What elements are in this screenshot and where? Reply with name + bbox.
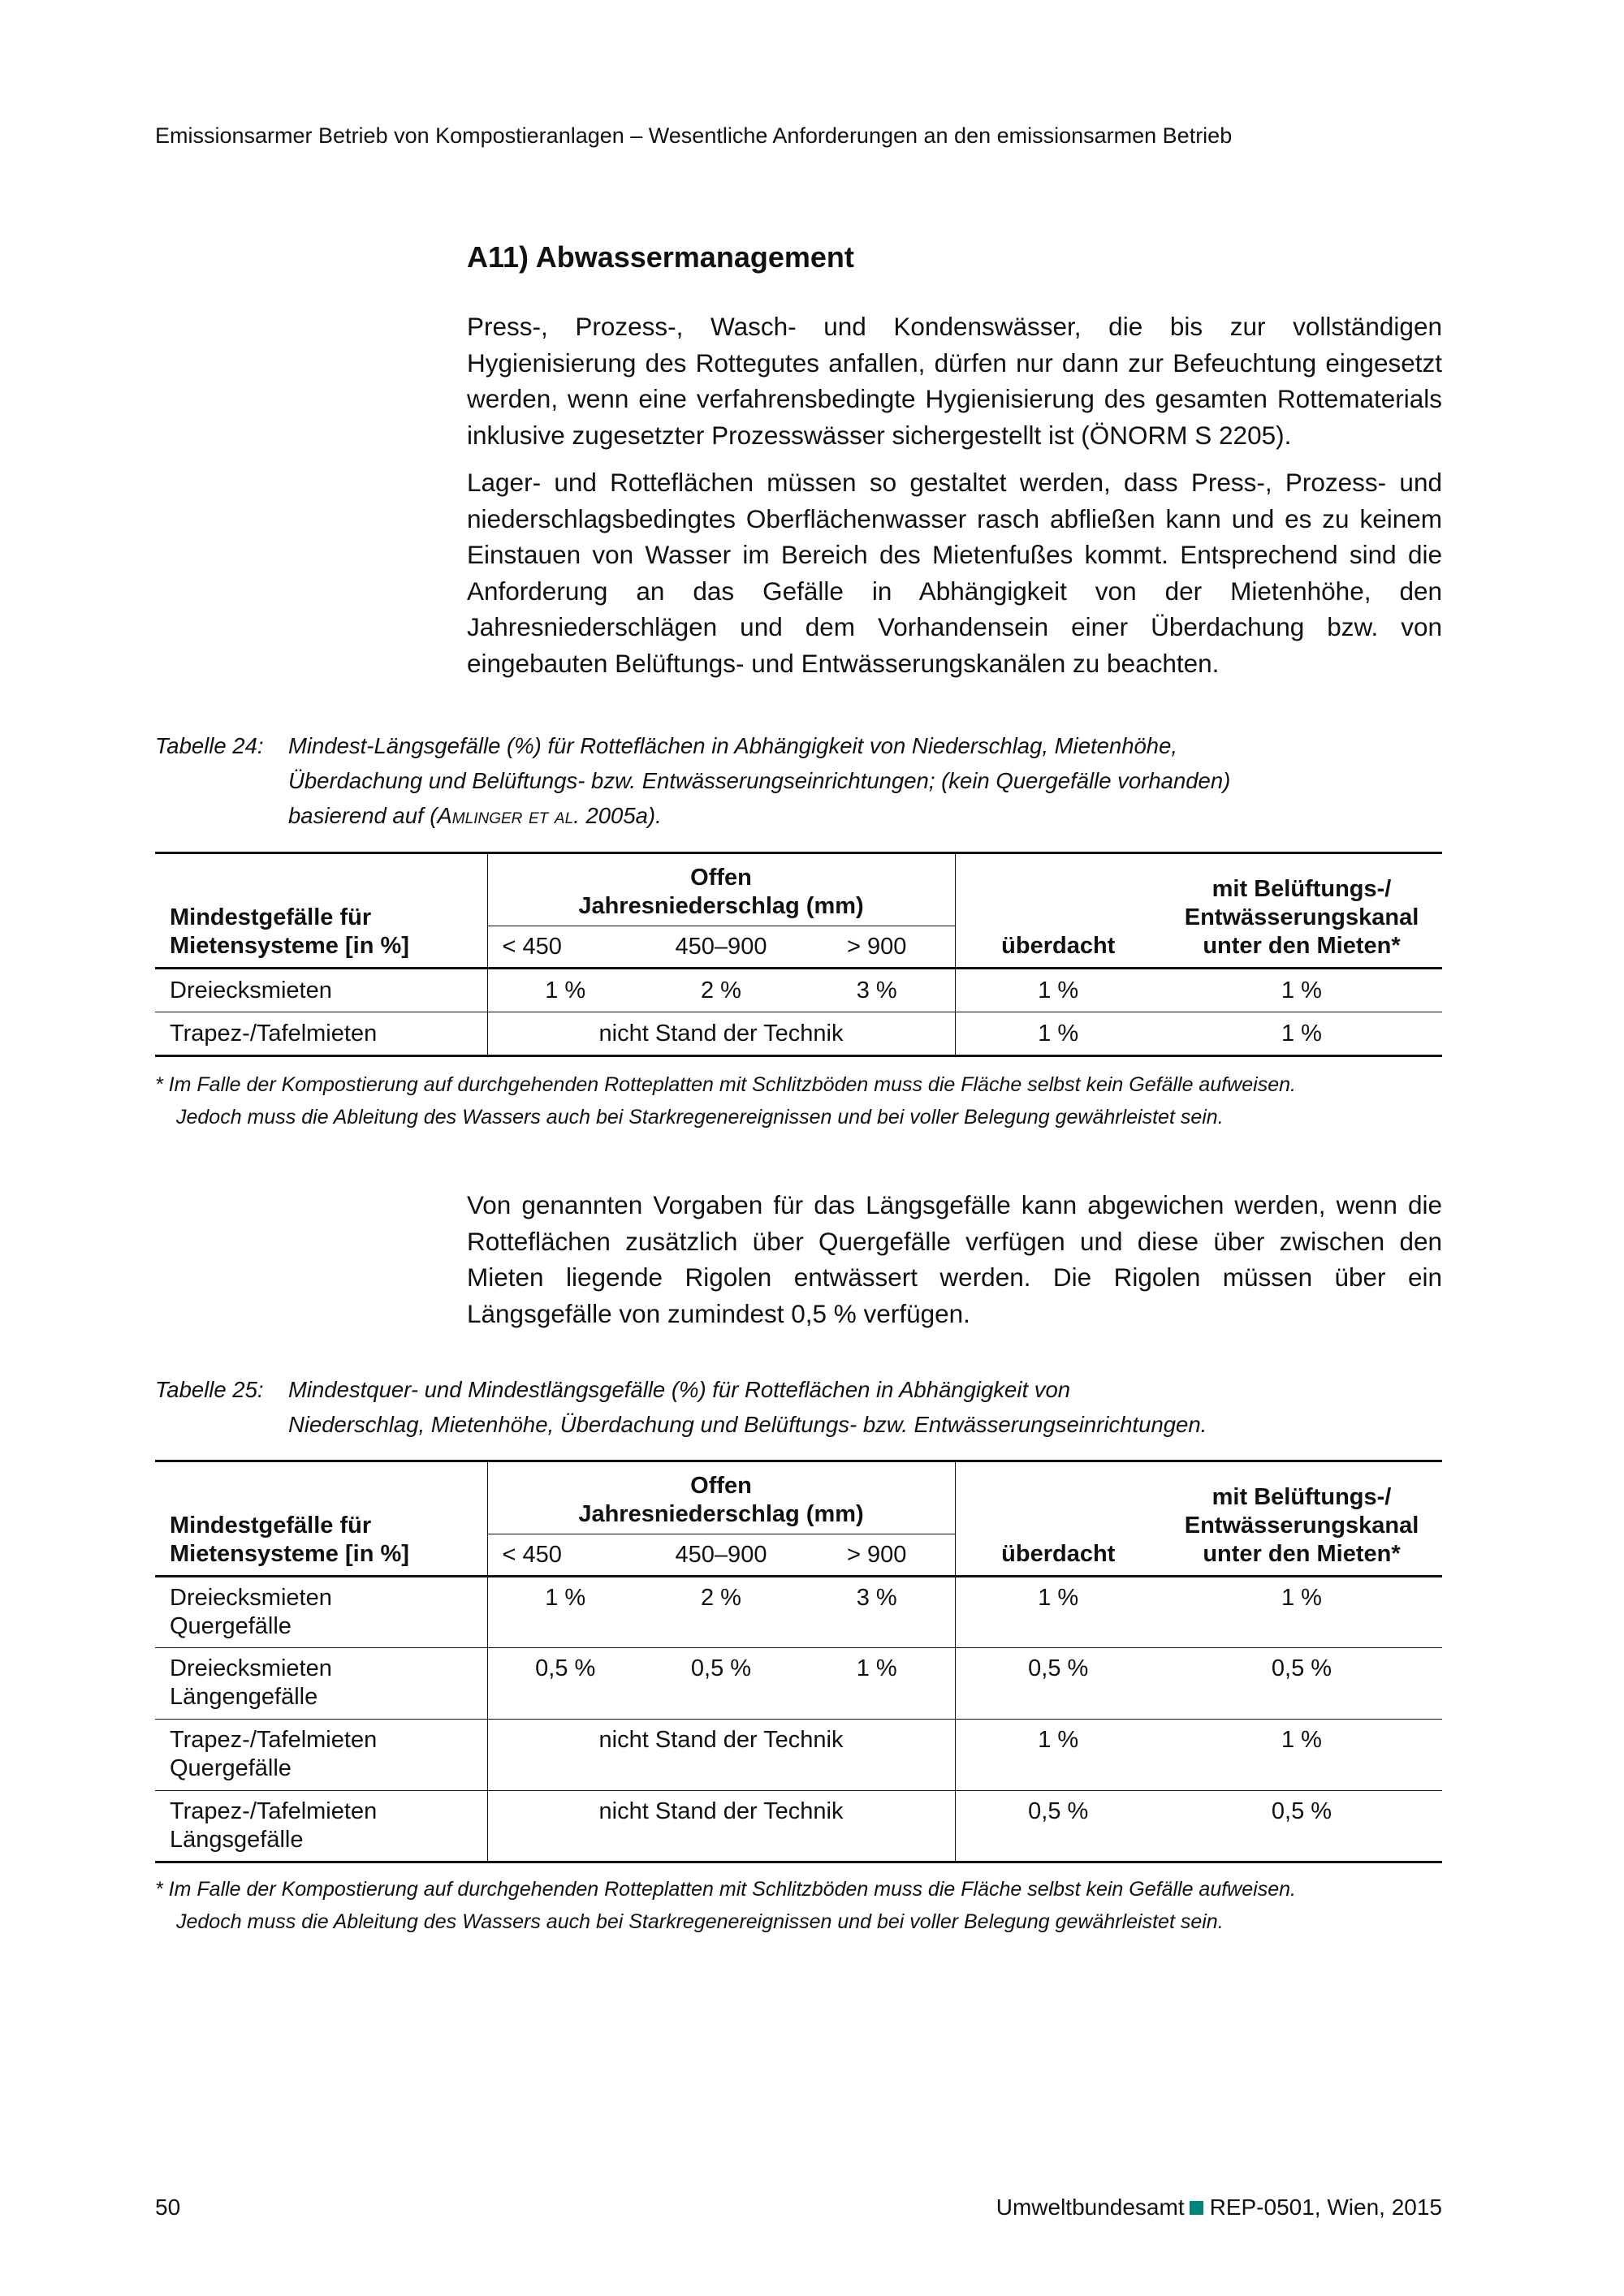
paragraph: Lager- und Rotteflächen müssen so gestaltet werden, dass Press-, Prozess- und niederschlagsbedingtes Oberflächenwasser rasch abfließen kann und es zu keinem Einstauen von Wasser im Bereich des Mietenfußes kommt. Entsprechend sind die Anforderung an das Gefälle in Abhängigkeit von der Mietenhöhe, den Jahresniederschlägen und dem Vorhandensein einer Überdachung bzw. von eingebauten Belüftungs- und Entwässerungskanälen zu beachten. [467, 468, 1442, 678]
cell: 3 % [799, 1577, 955, 1648]
caption-author: Amlinger et al. [437, 803, 580, 828]
table-25-caption [155, 1372, 1454, 1442]
cell: nicht Stand der Technik [487, 1791, 955, 1862]
cell: 0,5 % [955, 1791, 1161, 1862]
header-cell: < 450 [487, 1534, 643, 1577]
header-cell: überdacht [955, 853, 1161, 969]
page-number: 50 [155, 2195, 181, 2220]
footnote-line: Jedoch muss die Ableitung des Wassers auch bei Starkregenereignissen und bei voller Belegung gewährleistet sein. [176, 1106, 1224, 1129]
report-number: REP-0501, Wien, 2015 [1209, 2195, 1442, 2220]
cell: 1 % [955, 1012, 1161, 1056]
cell: 0,5 % [955, 1648, 1161, 1720]
caption-text: 2005a). [579, 803, 662, 828]
cell: 1 % [1161, 1012, 1442, 1056]
cell: 1 % [1161, 969, 1442, 1012]
header-cell: > 900 [799, 1534, 955, 1577]
table-row [155, 1791, 1442, 1862]
caption-line: Niederschlag, Mietenhöhe, Überdachung und Belüftungs- bzw. Entwässerungseinrichtungen. [288, 1412, 1207, 1437]
footer-publication [996, 2195, 1442, 2220]
row-label: Dreiecksmieten [155, 969, 487, 1012]
cell: 2 % [643, 1577, 799, 1648]
paragraph: Press-, Prozess-, Wasch- und Kondenswässer, die bis zur vollständigen Hygienisierung des Rottegutes anfallen, dürfen nur dann zur Befeuchtung eingesetzt werden, wenn eine verfahrensbedingte Hygienisierung des gesamten Rottematerials inklusive zugesetzter Prozesswässer sichergestellt ist (ÖNORM S 2205). [467, 312, 1442, 450]
cell: 0,5 % [643, 1648, 799, 1720]
cell: 1 % [1161, 1577, 1442, 1648]
cell: 3 % [799, 969, 955, 1012]
header-cell: 450–900 [643, 926, 799, 969]
cell: 1 % [799, 1648, 955, 1720]
footnote-line: * Im Falle der Kompostierung auf durchgehenden Rotteplatten mit Schlitzböden muss die Fläche selbst kein Gefälle aufweisen. [155, 1878, 1296, 1901]
cell: 0,5 % [1161, 1791, 1442, 1862]
cell: 1 % [1161, 1720, 1442, 1791]
cell: 1 % [487, 969, 643, 1012]
row-label: Trapez-/Tafelmieten [155, 1012, 487, 1056]
cell: 1 % [955, 969, 1161, 1012]
caption-number: Tabelle 24: [155, 733, 264, 758]
footnote-line: Jedoch muss die Ableitung des Wassers auch bei Starkregenereignissen und bei voller Belegung gewährleistet sein. [176, 1910, 1224, 1933]
publisher: Umweltbundesamt [996, 2195, 1185, 2220]
rigolen-text [467, 1187, 1442, 1343]
row-label: Dreiecksmieten Quergefälle [155, 1577, 487, 1648]
header-cell: Mindestgefälle für Mietensysteme [in %] [155, 1461, 487, 1577]
caption-number: Tabelle 25: [155, 1377, 264, 1402]
cell: 0,5 % [487, 1648, 643, 1720]
table-row [155, 1720, 1442, 1791]
caption-line: Überdachung und Belüftungs- bzw. Entwässerungseinrichtungen; (kein Quergefälle vorhanden) [288, 768, 1231, 793]
caption-text: basierend auf ( [288, 803, 438, 828]
caption-line: Mindest-Längsgefälle (%) für Rotteflächen in Abhängigkeit von Niederschlag, Mietenhöhe, [288, 733, 1178, 758]
header-cell: überdacht [955, 1461, 1161, 1577]
table-row [155, 1577, 1442, 1648]
cell: nicht Stand der Technik [487, 1720, 955, 1791]
square-bullet-icon [1190, 2201, 1203, 2215]
cell: nicht Stand der Technik [487, 1012, 955, 1056]
row-label: Trapez-/Tafelmieten Längsgefälle [155, 1791, 487, 1862]
header-cell: < 450 [487, 926, 643, 969]
table-25-footnote [155, 1873, 1296, 1938]
header-cell: Offen Jahresniederschlag (mm) [487, 853, 955, 926]
cell: 1 % [955, 1577, 1161, 1648]
row-label: Trapez-/Tafelmieten Quergefälle [155, 1720, 487, 1791]
footnote-line: * Im Falle der Kompostierung auf durchgehenden Rotteplatten mit Schlitzböden muss die Fläche selbst kein Gefälle aufweisen. [155, 1073, 1296, 1096]
intro-text [467, 309, 1442, 693]
table-row [155, 1012, 1442, 1056]
header-cell: Mindestgefälle für Mietensysteme [in %] [155, 853, 487, 969]
header-cell: mit Belüftungs-/ Entwässerungskanal unter den Mieten* [1161, 853, 1442, 969]
running-header: Emissionsarmer Betrieb von Kompostieranlagen – Wesentliche Anforderungen an den emissionsarmen Betrieb [155, 123, 1233, 148]
header-cell: 450–900 [643, 1534, 799, 1577]
cell: 1 % [487, 1577, 643, 1648]
table-row [155, 1648, 1442, 1720]
cell: 0,5 % [1161, 1648, 1442, 1720]
row-label: Dreiecksmieten Längengefälle [155, 1648, 487, 1720]
header-cell: > 900 [799, 926, 955, 969]
cell: 2 % [643, 969, 799, 1012]
cell: 1 % [955, 1720, 1161, 1791]
caption-line [155, 798, 1454, 833]
header-cell: Offen Jahresniederschlag (mm) [487, 1461, 955, 1534]
section-title: A11) Abwassermanagement [467, 240, 854, 274]
table-24 [155, 852, 1442, 1057]
table-25 [155, 1460, 1442, 1863]
table-row [155, 969, 1442, 1012]
paragraph: Von genannten Vorgaben für das Längsgefälle kann abgewichen werden, wenn die Rotteflächen zusätzlich über Quergefälle verfügen und diese über zwischen den Mieten liegende Rigolen entwässert werden. Die Rigolen müssen über ein Längsgefälle von zumindest 0,5 % verfügen. [467, 1190, 1442, 1328]
caption-line: Mindestquer- und Mindestlängsgefälle (%) für Rotteflächen in Abhängigkeit von [288, 1377, 1071, 1402]
header-cell: mit Belüftungs-/ Entwässerungskanal unter den Mieten* [1161, 1461, 1442, 1577]
table-24-caption [155, 728, 1454, 833]
table-24-footnote [155, 1068, 1296, 1133]
